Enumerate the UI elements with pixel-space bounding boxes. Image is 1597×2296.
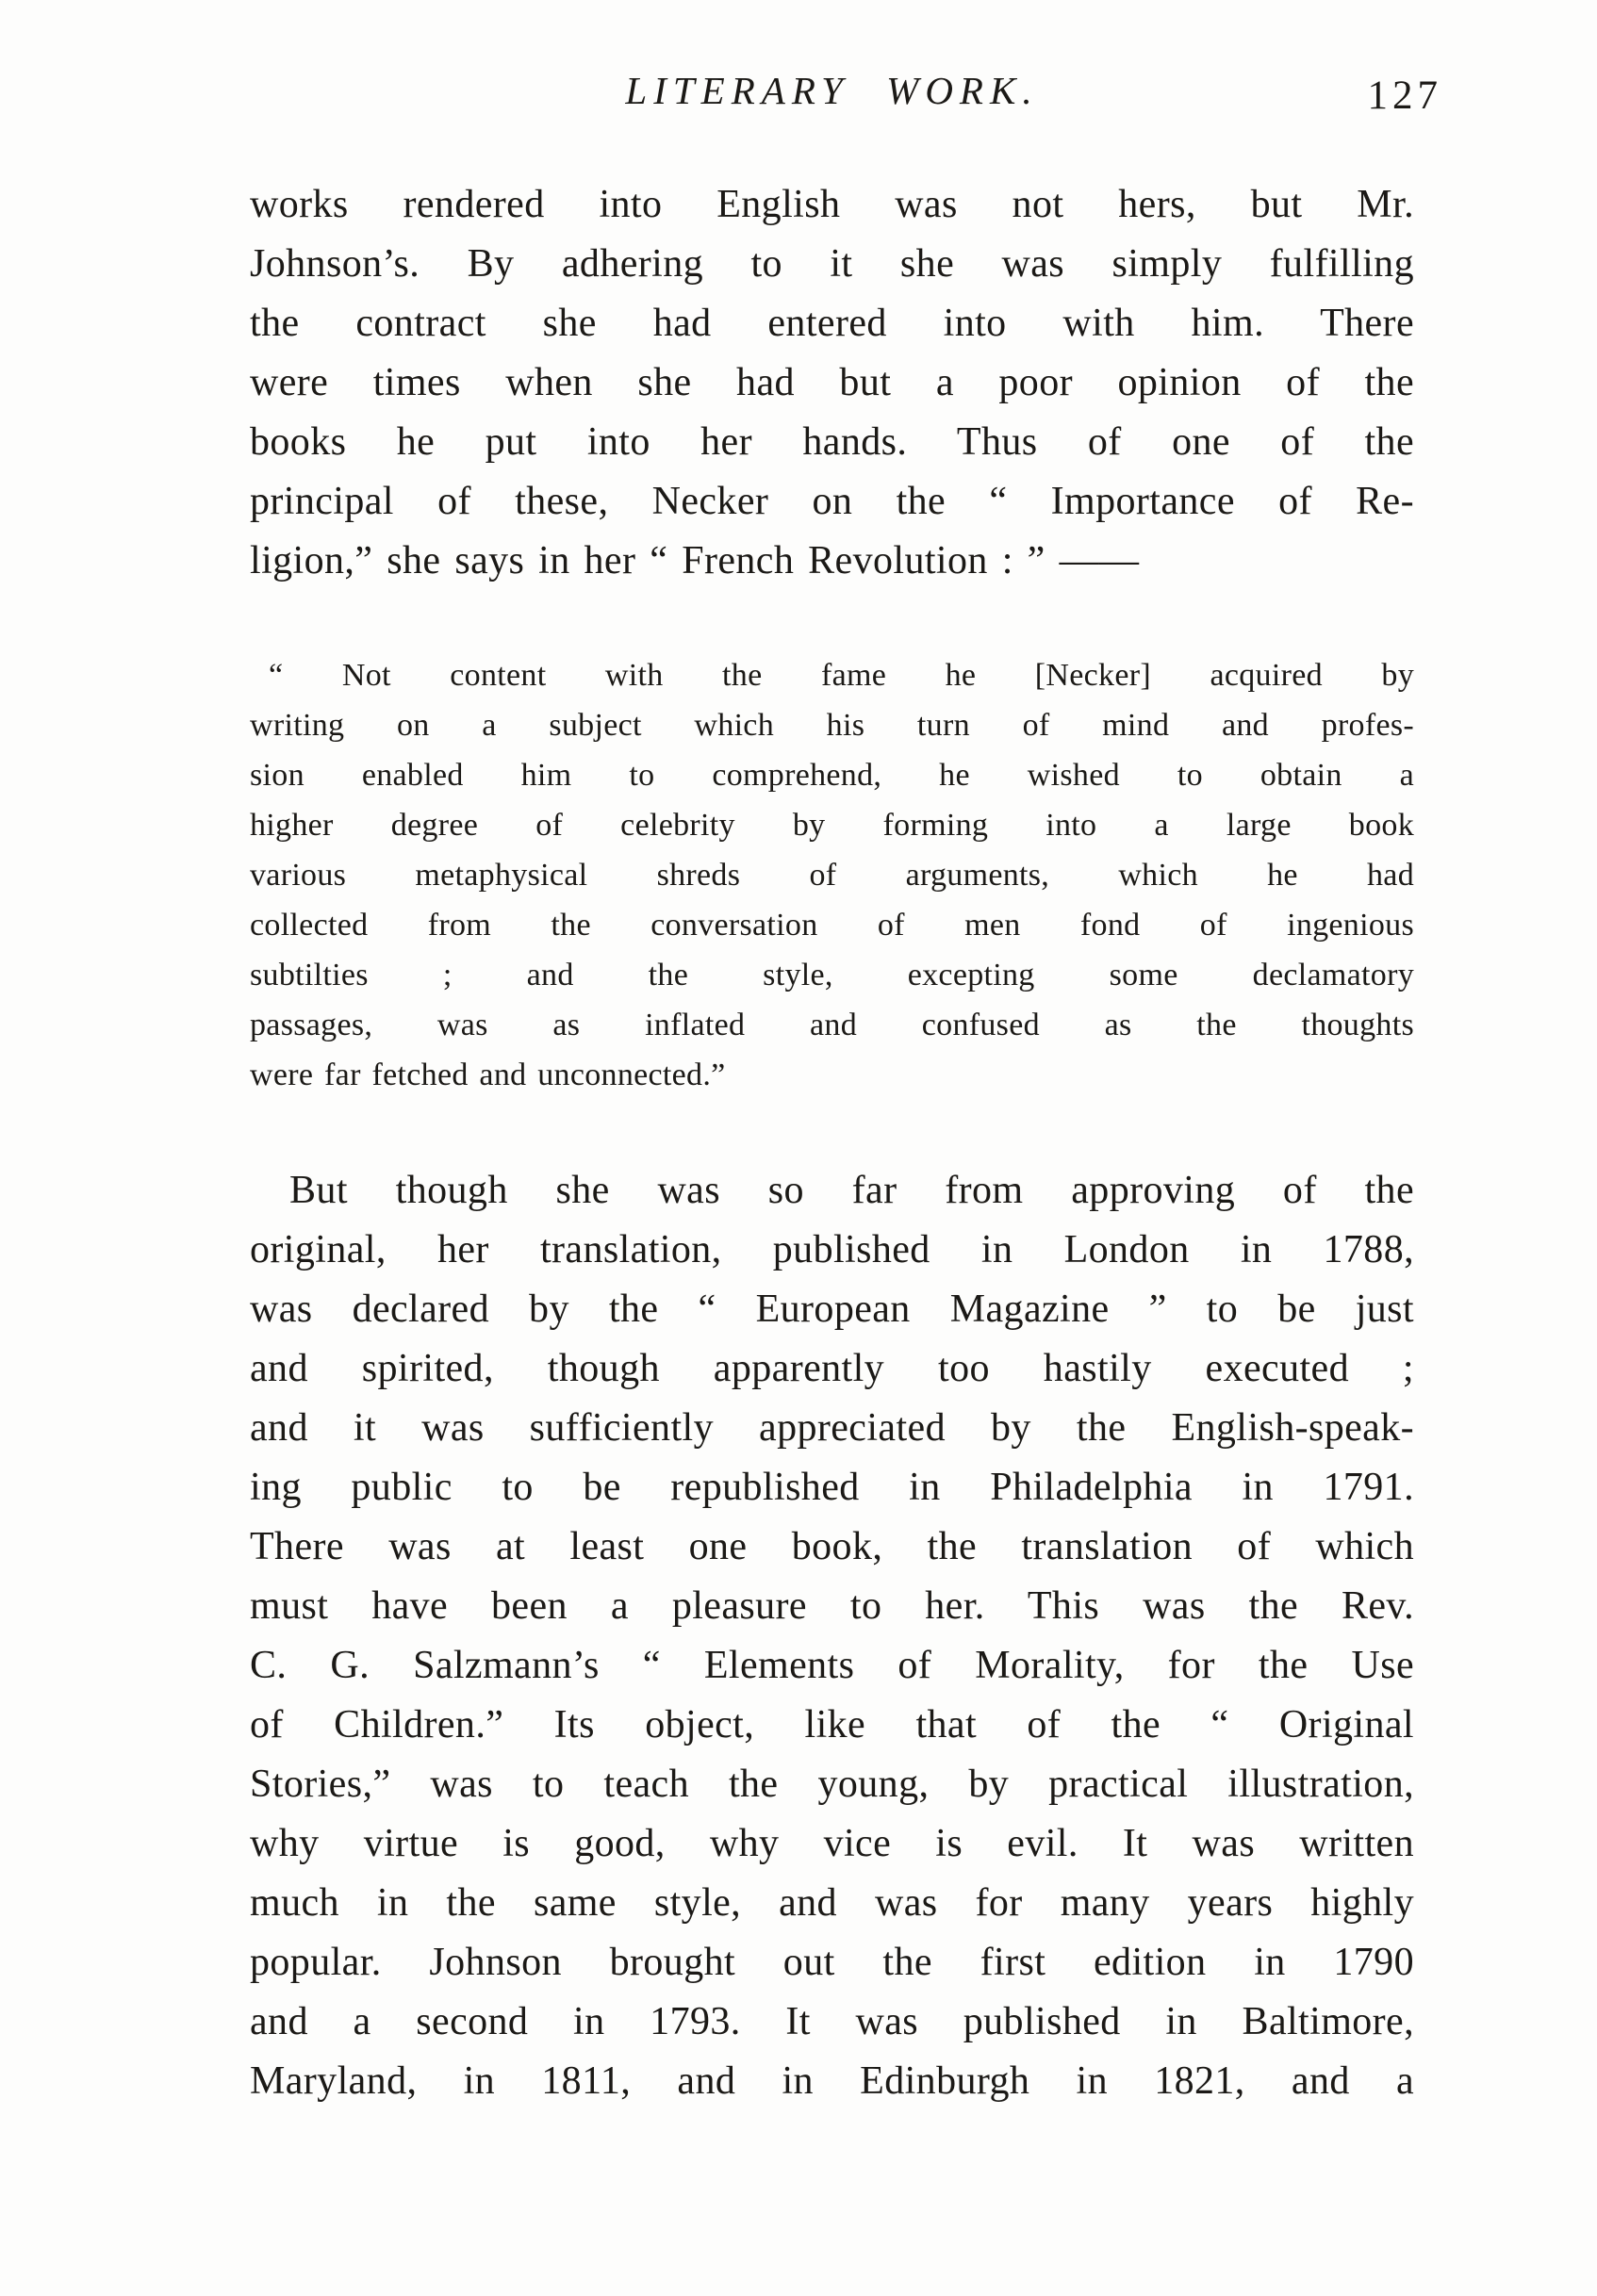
text-line: original, her translation, published in London in 1788, — [250, 1228, 1414, 1271]
text-line: passages, was as inflated and confused as the thoughts — [250, 1008, 1414, 1042]
text-line: and spirited, though apparently too hastily executed ; — [250, 1347, 1414, 1390]
text-line: writing on a subject which his turn of mind and profes- — [250, 708, 1414, 743]
text-line: and it was sufficiently appreciated by the English-speak- — [250, 1406, 1414, 1450]
text-line: Johnson’s. By adhering to it she was simply fulfilling — [250, 242, 1414, 286]
text-line: books he put into her hands. Thus of one of the — [250, 420, 1414, 464]
text-line: principal of these, Necker on the “ Importance of Re- — [250, 480, 1414, 523]
text-line: There was at least one book, the translation of which — [250, 1525, 1414, 1568]
text-line: of Children.” Its object, like that of the “ Original — [250, 1703, 1414, 1747]
page-number: 127 — [1367, 74, 1442, 118]
text-line: various metaphysical shreds of arguments, which he had — [250, 858, 1414, 893]
text-line: Maryland, in 1811, and in Edinburgh in 1821, and a — [250, 2059, 1414, 2103]
text-line: Stories,” was to teach the young, by practical illustration, — [250, 1763, 1414, 1806]
page-header — [250, 68, 1442, 134]
text-line: popular. Johnson brought out the first edition in 1790 — [250, 1941, 1414, 1984]
text-line: ligion,” she says in her “ French Revolution : ” —— — [250, 539, 1140, 582]
text-line: must have been a pleasure to her. This was the Rev. — [250, 1584, 1414, 1628]
block-quote — [250, 650, 1414, 1100]
text-line: were far fetched and unconnected.” — [250, 1058, 726, 1092]
text-line: ing public to be republished in Philadelphia in 1791. — [250, 1466, 1414, 1509]
text-line: was declared by the “ European Magazine ” to be just — [250, 1287, 1414, 1331]
text-line: But though she was so far from approving of the — [289, 1169, 1414, 1212]
text-line: and a second in 1793. It was published in Baltimore, — [250, 2000, 1414, 2043]
running-title: LITERARY WORK. — [625, 69, 1039, 112]
text-line: collected from the conversation of men fond of ingenious — [250, 908, 1414, 943]
text-line: the contract she had entered into with him. There — [250, 302, 1414, 345]
text-line: much in the same style, and was for many years highly — [250, 1881, 1414, 1925]
text-line: why virtue is good, why vice is evil. It was written — [250, 1822, 1414, 1865]
text-line: C. G. Salzmann’s “ Elements of Morality, for the Use — [250, 1644, 1414, 1687]
text-line: subtilties ; and the style, excepting some declamatory — [250, 958, 1414, 992]
text-line: “ Not content with the fame he [Necker] acquired by — [269, 658, 1414, 693]
text-line: were times when she had but a poor opinion of the — [250, 361, 1414, 404]
text-line: higher degree of celebrity by forming into a large book — [250, 808, 1414, 843]
text-line: sion enabled him to comprehend, he wished to obtain a — [250, 758, 1414, 793]
text-line: works rendered into English was not hers, but Mr. — [250, 183, 1414, 226]
closing-paragraph — [250, 1161, 1414, 2111]
opening-paragraph — [250, 175, 1414, 591]
